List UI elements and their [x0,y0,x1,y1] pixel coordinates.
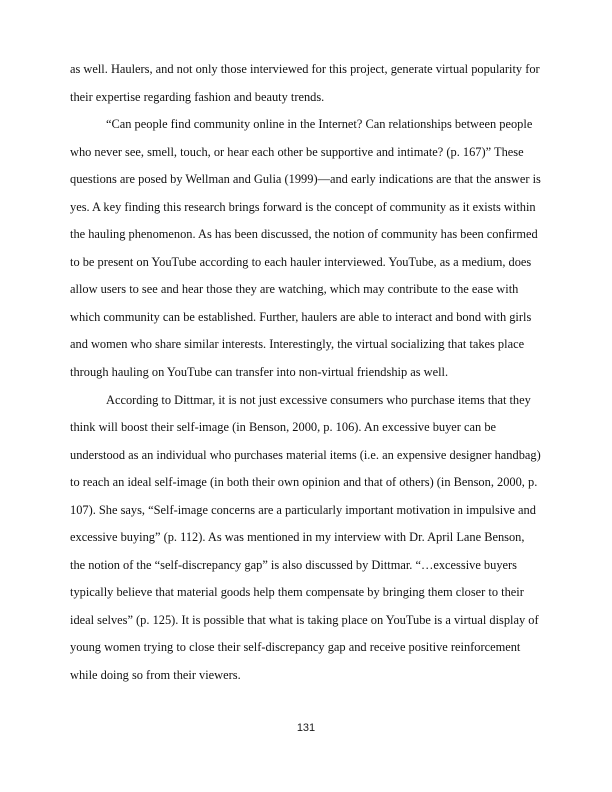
page-number: 131 [296,722,316,734]
page-body-text [70,56,542,690]
paragraph: as well. Haulers, and not only those interviewed for this project, generate virtual popularity for their expertise regarding fashion and beauty trends. [70,62,540,104]
paragraph: “Can people find community online in the Internet? Can relationships between people who never see, smell, touch, or hear each other be supportive and intimate? (p. 167)” These questions are posed by Wellman and Gulia (1999)—and early indications are that the answer is yes. A key finding this research brings forward is the concept of community as it exists within the hauling phenomenon. As has been discussed, the notion of community has been confirmed to be present on YouTube according to each hauler interviewed. YouTube, as a medium, does allow users to see and hear those they are watching, which may contribute to the ease with which community can be established. Further, haulers are able to interact and bond with girls and women who share similar interests. Interestingly, the virtual socializing that takes place through hauling on YouTube can transfer into non-virtual friendship as well. [70,117,541,380]
paragraph: According to Dittmar, it is not just excessive consumers who purchase items that they think will boost their self-image (in Benson, 2000, p. 106). An excessive buyer can be understood as an individual who purchases material items (i.e. an expensive designer handbag) to reach an ideal self-image (in both their own opinion and that of others) (in Benson, 2000, p. 107). She says, “Self-image concerns are a particularly important motivation in impulsive and excessive buying” (p. 112). As was mentioned in my interview with Dr. April Lane Benson, the notion of the “self-discrepancy gap” is also discussed by Dittmar. “…excessive buyers typically believe that material goods help them compensate by bringing them closer to their ideal selves” (p. 125). It is possible that what is taking place on YouTube is a virtual display of young women trying to close their self-discrepancy gap and receive positive reinforcement while doing so from their viewers. [70,392,541,683]
